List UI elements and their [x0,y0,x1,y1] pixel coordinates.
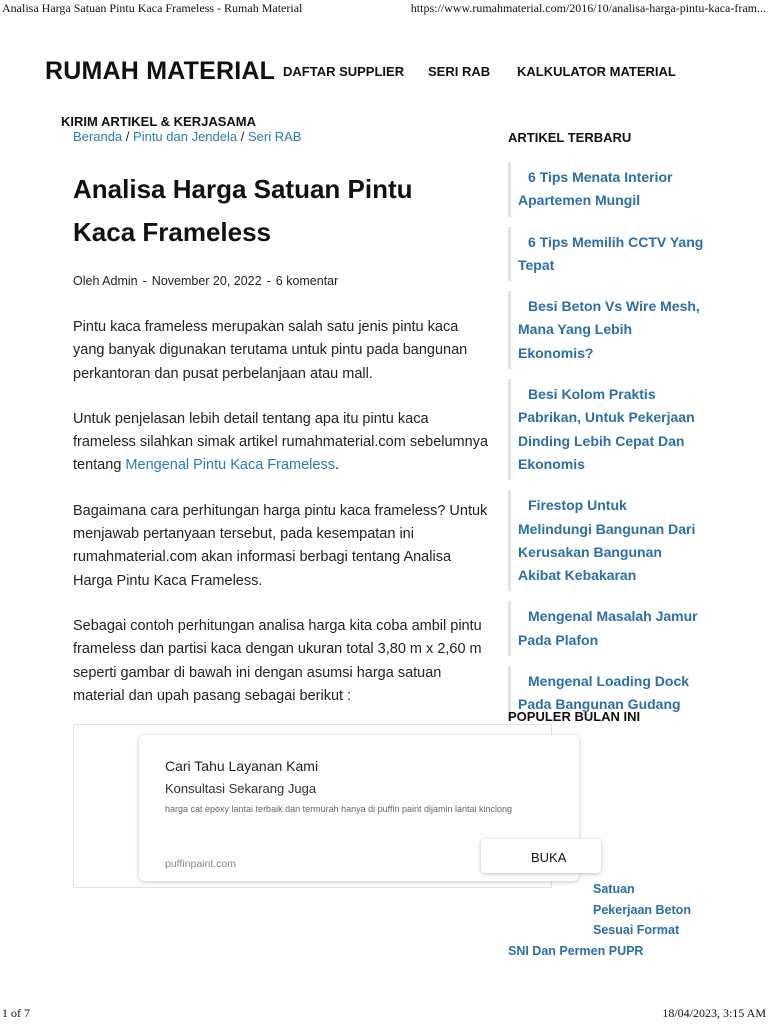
post-title: Analisa Harga Satuan Pintu Kaca Frameless [73,174,413,247]
nav-daftar-supplier[interactable]: DAFTAR SUPPLIER [283,64,405,79]
recent-article-item[interactable] [508,379,704,480]
post-paragraph [73,408,488,478]
meta-separator: - [266,274,271,288]
post-paragraph: Pintu kaca frameless merupakan salah satu jenis pintu kaca yang banyak digunakan terutama untuk pintu pada bangunan perkantoran dan pusat perbelanjaan atau mall. [73,319,468,382]
post-paragraph: Sebagai contoh perhitungan analisa harga kita coba ambil pintu frameless dan partisi kaca dengan ukuran total 3,80 m x 2,60 m seperti gambar di bawah ini dengan asumsi harga satuan material dan upah pasang sebagai berikut : [73,617,482,704]
recent-article-link[interactable]: 6 Tips Menata Interior Apartemen Mungil [518,169,673,209]
post-author[interactable]: Oleh Admin [73,274,138,288]
breadcrumb-category[interactable]: Pintu dan Jendela [133,129,238,144]
post-body [73,316,488,730]
popular-link-fragment[interactable]: Pekerjaan Beton [593,903,691,917]
breadcrumb-separator: / [240,129,245,144]
ad-title[interactable]: Cari Tahu Layanan Kami [165,758,319,774]
recent-article-item[interactable] [508,162,704,217]
ad-card[interactable] [139,735,579,881]
post-meta [73,274,338,288]
breadcrumb-current[interactable]: Seri RAB [248,129,302,144]
print-date: 18/04/2023, 3:15 AM [662,1006,766,1020]
recent-article-item[interactable] [508,227,704,282]
breadcrumb-separator: / [125,129,130,144]
nav-seri-rab[interactable]: SERI RAB [428,64,491,79]
print-page-number: 1 of 7 [2,1006,30,1020]
ad-description: harga cat epoxy lantai terbaik dan termurah hanya di puffin paint dijamin lantai kinclong [165,804,513,814]
breadcrumb-home[interactable]: Beranda [73,129,123,144]
recent-article-item[interactable] [508,490,704,591]
post-paragraph: Bagaimana cara perhitungan harga pintu kaca frameless? Untuk menjawab pertanyaan tersebut, pada kesempatan ini rumahmaterial.com akan informasi berbagi tentang Analisa Harga Pintu Kaca Frameless. [73,502,488,589]
site-logo[interactable]: RUMAH MATERIAL [45,57,276,85]
post-date: November 20, 2022 [151,274,262,288]
recent-article-link[interactable]: Firestop Untuk Melindungi Bangunan Dari Kerusakan Bangunan Akibat Kebakaran [518,497,696,584]
nav-kirim-artikel[interactable]: KIRIM ARTIKEL & KERJASAMA [61,114,257,129]
recent-article-link[interactable]: Besi Kolom Praktis Pabrikan, Untuk Pekerjaan Dinding Lebih Cepat Dan Ekonomis [518,386,695,472]
print-footer [0,1004,768,1024]
ad-open-button[interactable]: BUKA [481,839,601,873]
post-comments-link[interactable]: 6 komentar [275,274,339,288]
nav-kalkulator-material[interactable]: KALKULATOR MATERIAL [517,64,676,79]
recent-article-link[interactable]: Besi Beton Vs Wire Mesh, Mana Yang Lebih Ekonomis? [518,298,700,361]
popular-link-fragment[interactable]: Satuan [593,882,635,896]
recent-articles-list [508,162,704,731]
sidebar-heading-populer: POPULER BULAN INI [508,709,641,724]
recent-article-link[interactable]: Mengenal Masalah Jamur Pada Plafon [518,608,698,648]
popular-link-fragment[interactable]: Sesuai Format [593,923,680,937]
recent-article-link[interactable]: 6 Tips Memilih CCTV Yang Tepat [518,233,704,273]
paragraph-text: Untuk penjelasan lebih detail tentang apa itu pintu kaca frameless silahkan simak artikel rumahmaterial.com sebelumnya tentang [73,410,489,474]
print-page-title: Analisa Harga Satuan Pintu Kaca Frameless - Rumah Material [2,1,303,15]
print-header [0,0,768,20]
meta-separator: - [142,274,147,288]
recent-article-item[interactable] [508,291,704,369]
link-mengenal-pintu-kaca[interactable]: Mengenal Pintu Kaca Frameless [125,457,335,474]
ad-container [73,724,567,888]
popular-link-fragment[interactable]: SNI Dan Permen PUPR [508,944,644,958]
sidebar-heading-artikel-terbaru: ARTIKEL TERBARU [508,130,632,145]
paragraph-text: . [334,457,340,474]
breadcrumb [73,129,301,144]
recent-article-item[interactable] [508,601,704,656]
recent-article-link[interactable]: Mengenal Loading Dock Pada Bangunan Gudang [518,673,690,713]
ad-domain: puffinpaint.com [165,858,237,870]
ad-subtitle: Konsultasi Sekarang Juga [165,781,317,796]
print-page-url: https://www.rumahmaterial.com/2016/10/analisa-harga-pintu-kaca-fram... [410,1,766,15]
